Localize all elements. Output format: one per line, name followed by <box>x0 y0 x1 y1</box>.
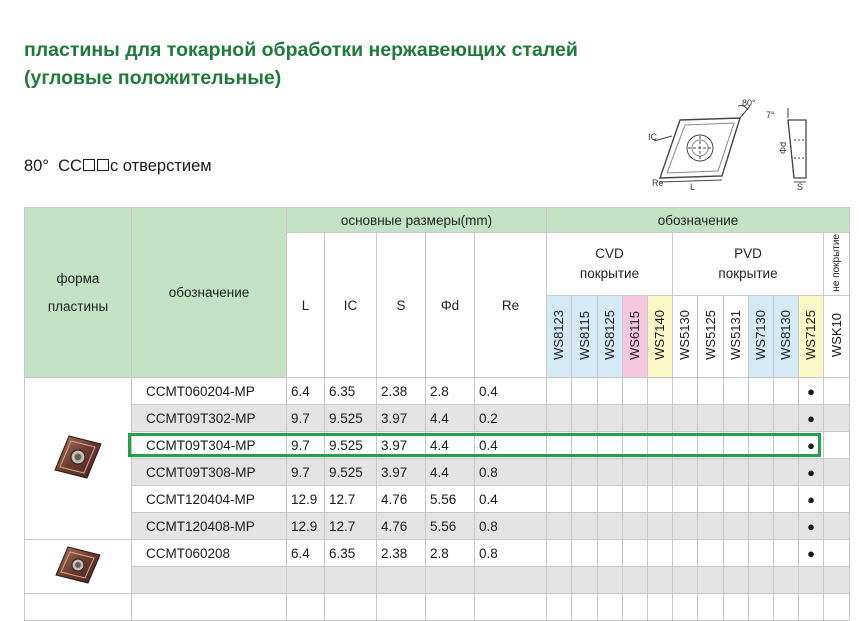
cell-d: 4.4 <box>426 432 475 459</box>
cell-S: 3.97 <box>377 432 426 459</box>
availability-dot: ● <box>799 486 824 513</box>
cell-Re: 0.8 <box>475 513 547 540</box>
shape-header: форма пластины <box>25 208 132 378</box>
cell-d: 4.4 <box>426 405 475 432</box>
cell-IC: 9.525 <box>325 459 377 486</box>
grade-WSK10: WSK10 <box>824 296 850 378</box>
row-code: CCMT060208 <box>132 540 287 567</box>
title-line-2: (угловые положительные) <box>24 67 282 89</box>
cell-d: 2.8 <box>426 378 475 405</box>
dim-header-S: S <box>377 233 426 378</box>
uncoated-header: не покрытие <box>824 233 850 296</box>
cell-Re: 0.2 <box>475 405 547 432</box>
grade-WS6115: WS6115 <box>623 296 648 378</box>
cell-IC: 9.525 <box>325 405 377 432</box>
cell-IC: 12.7 <box>325 513 377 540</box>
cell-Re: 0.4 <box>475 432 547 459</box>
cell-S: 3.97 <box>377 405 426 432</box>
grade-designation-header: обозначение <box>547 208 850 233</box>
availability-dot: ● <box>799 459 824 486</box>
row-code: CCMT120404-MP <box>132 486 287 513</box>
page-title <box>24 36 824 92</box>
designation-header: обозначение <box>132 208 287 378</box>
grade-WS5125: WS5125 <box>698 296 724 378</box>
availability-dot: ● <box>799 513 824 540</box>
cell-Re: 0.8 <box>475 540 547 567</box>
phi-d-label: Φd <box>778 141 788 154</box>
row-code: CCMT060204-MP <box>132 378 287 405</box>
row-code: CCMT120408-MP <box>132 513 287 540</box>
grade-WS8123: WS8123 <box>547 296 572 378</box>
cell-Re: 0.4 <box>475 486 547 513</box>
grade-WS5130: WS5130 <box>673 296 698 378</box>
placeholder-square-icon <box>83 159 95 171</box>
angle-label: 80° <box>24 157 49 175</box>
insert-type-subtitle <box>24 157 212 176</box>
row-code: CCMT09T308-MP <box>132 459 287 486</box>
table-row <box>25 459 850 486</box>
grade-WS7140: WS7140 <box>648 296 673 378</box>
grade-WS5131: WS5131 <box>724 296 749 378</box>
insert-image-small <box>25 540 132 594</box>
table-row <box>25 513 850 540</box>
cvd-coating-header: CVD покрытие <box>547 233 673 296</box>
dim-header-L: L <box>287 233 325 378</box>
insert-dimension-diagram <box>648 96 818 197</box>
cell-L: 6.4 <box>287 540 325 567</box>
dim-header-Re: Re <box>475 233 547 378</box>
insert-geometry-drawing <box>648 96 818 192</box>
code-prefix: CC <box>58 157 82 175</box>
main-dims-header: основные размеры(mm) <box>287 208 547 233</box>
cell-IC: 6.35 <box>325 378 377 405</box>
row-code: CCMT09T304-MP <box>132 432 287 459</box>
dim-header-phi-d: Φd <box>426 233 475 378</box>
cell-Re: 0.8 <box>475 459 547 486</box>
grade-WS8115: WS8115 <box>572 296 598 378</box>
table-row-empty <box>25 594 850 621</box>
grade-WS8130: WS8130 <box>774 296 799 378</box>
cell-L: 12.9 <box>287 513 325 540</box>
cell-L: 9.7 <box>287 405 325 432</box>
cell-d: 5.56 <box>426 513 475 540</box>
availability-dot: ● <box>799 540 824 567</box>
grade-WS8125: WS8125 <box>598 296 623 378</box>
table-row <box>25 540 850 567</box>
table-row <box>25 486 850 513</box>
cell-d: 5.56 <box>426 486 475 513</box>
insert-image-large <box>25 378 132 540</box>
cell-L: 6.4 <box>287 378 325 405</box>
table-row <box>25 378 850 405</box>
angle-80-label: 80° <box>742 98 756 108</box>
availability-dot: ● <box>799 378 824 405</box>
re-label: Re <box>652 178 664 188</box>
placeholder-square-icon <box>97 159 109 171</box>
cell-S: 2.38 <box>377 378 426 405</box>
dim-header-IC: IC <box>325 233 377 378</box>
l-label: L <box>690 182 696 192</box>
s-label: S <box>797 182 804 192</box>
table-row-highlighted <box>25 432 850 459</box>
grade-WS7125: WS7125 <box>799 296 824 378</box>
ic-label: IC <box>648 132 657 142</box>
availability-dot: ● <box>799 405 824 432</box>
pvd-coating-header: PVD покрытие <box>673 233 824 296</box>
table-row <box>25 405 850 432</box>
cell-IC: 12.7 <box>325 486 377 513</box>
cell-S: 3.97 <box>377 459 426 486</box>
cell-Re: 0.4 <box>475 378 547 405</box>
cell-IC: 9.525 <box>325 432 377 459</box>
cell-S: 4.76 <box>377 486 426 513</box>
side-angle-label: 7° <box>766 110 775 120</box>
cell-d: 2.8 <box>426 540 475 567</box>
cell-L: 9.7 <box>287 459 325 486</box>
cell-L: 9.7 <box>287 432 325 459</box>
cell-d: 4.4 <box>426 459 475 486</box>
availability-dot: ● <box>799 432 824 459</box>
insert-spec-table <box>24 207 850 621</box>
row-code: CCMT09T302-MP <box>132 405 287 432</box>
cell-L: 12.9 <box>287 486 325 513</box>
cell-S: 4.76 <box>377 513 426 540</box>
subtitle-suffix: с отверстием <box>109 157 212 175</box>
title-line-1: пластины для токарной обработки нержавеющих сталей <box>24 39 578 61</box>
table-row-empty <box>25 567 850 594</box>
cell-S: 2.38 <box>377 540 426 567</box>
ccmt-insert-icon <box>43 432 113 482</box>
cell-IC: 6.35 <box>325 540 377 567</box>
ccmt-insert-icon <box>48 543 108 587</box>
grade-WS7130: WS7130 <box>749 296 774 378</box>
